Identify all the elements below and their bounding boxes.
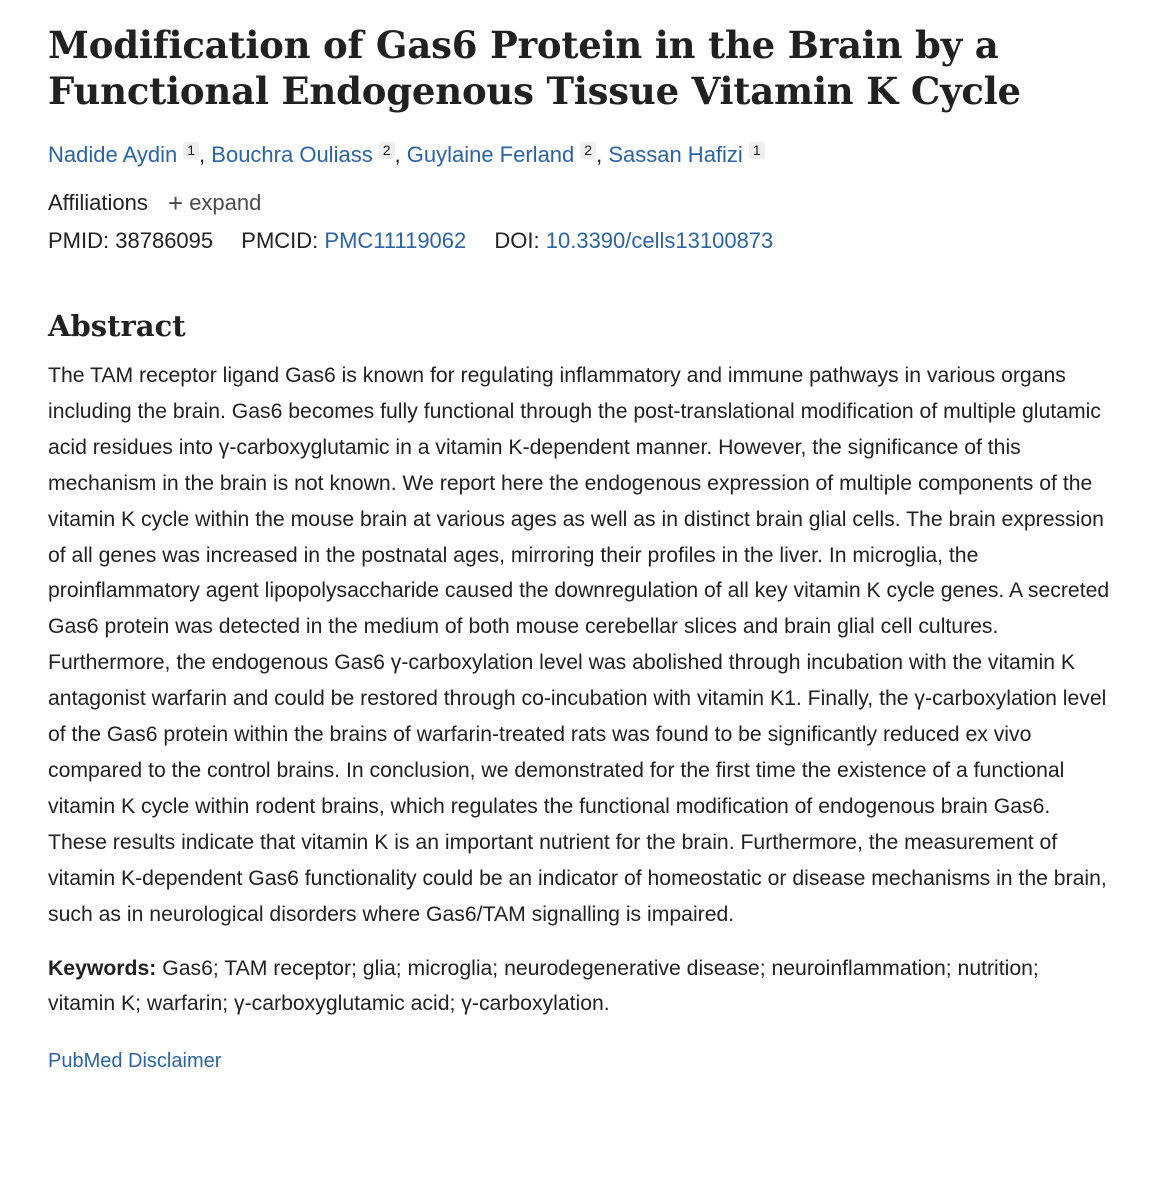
pmid-value: 38786095 (115, 228, 214, 253)
affiliations-row (48, 188, 1110, 218)
keywords-section (48, 951, 1110, 1023)
author-separator: , (596, 142, 609, 167)
pmcid-label: PMCID: (241, 228, 319, 253)
author-link-bouchra-ouliass[interactable]: Bouchra Ouliass (211, 142, 373, 167)
doi-link[interactable]: 10.3390/cells13100873 (545, 228, 774, 253)
pmid-label: PMID: (48, 228, 110, 253)
pmcid-link[interactable]: PMC11119062 (324, 228, 467, 253)
author-link-guylaine-ferland[interactable]: Guylaine Ferland (406, 142, 575, 167)
doi-group (494, 228, 773, 253)
affiliation-badge[interactable]: 1 (749, 142, 765, 159)
affiliation-badge[interactable]: 1 (183, 142, 199, 159)
author-separator: , (199, 142, 212, 167)
affiliation-badge[interactable]: 2 (580, 142, 596, 159)
affiliations-label: Affiliations (48, 190, 148, 215)
article-title: Modification of Gas6 Protein in the Brain by a Functional Endogenous Tissue Vitamin K Cycle (48, 23, 1021, 113)
pmcid-group (241, 228, 466, 253)
author-link-sassan-hafizi[interactable]: Sassan Hafizi (608, 142, 743, 167)
identifiers-row (48, 226, 1110, 256)
doi-label: DOI: (494, 228, 540, 253)
abstract-text: The TAM receptor ligand Gas6 is known for regulating inflammatory and immune pathways in various organs including the brain. Gas6 becomes fully functional through the post-translational modification of multiple glutamic acid residues into γ-carboxyglutamic in a vitamin K-dependent manner. However, the significance of this mechanism in the brain is not known. We report here the endogenous expression of multiple components of the vitamin K cycle within the mouse brain at various ages as well as in distinct brain glial cells. The brain expression of all genes was increased in the postnatal ages, mirroring their profiles in the liver. In microglia, the proinflammatory agent lipopolysaccharide caused the downregulation of all key vitamin K cycle genes. A secreted Gas6 protein was detected in the medium of both mouse cerebellar slices and brain glial cell cultures. Furthermore, the endogenous Gas6 γ-carboxylation level was abolished through incubation with the vitamin K antagonist warfarin and could be restored through co-incubation with vitamin K1. Finally, the γ-carboxylation level of the Gas6 protein within the brains of warfarin-treated rats was found to be significantly reduced ex vivo compared to the control brains. In conclusion, we demonstrated for the first time the existence of a functional vitamin K cycle within rodent brains, which regulates the functional modification of endogenous brain Gas6. These results indicate that vitamin K is an important nutrient for the brain. Furthermore, the measurement of vitamin K-dependent Gas6 functionality could be an indicator of homeostatic or disease mechanisms in the brain, such as in neurological disorders where Gas6/TAM signalling is impaired. (48, 364, 1110, 926)
abstract-heading: Abstract (48, 309, 186, 343)
expand-affiliations-button[interactable] (168, 188, 262, 218)
affiliation-badge[interactable]: 2 (379, 142, 395, 159)
keywords-label: Keywords: (48, 956, 157, 980)
author-list (48, 140, 1110, 170)
disclaimer-section (48, 1046, 1110, 1076)
expand-label: expand (189, 190, 262, 215)
plus-icon: + (168, 188, 184, 218)
pubmed-disclaimer-link[interactable]: PubMed Disclaimer (48, 1050, 222, 1073)
author-link-nadide-aydin[interactable]: Nadide Aydin (48, 142, 178, 167)
pmid-group (48, 228, 213, 253)
keywords-text: Gas6; TAM receptor; glia; microglia; neurodegenerative disease; neuroinflammation; nutrition; vitamin K; warfarin; γ-carboxyglutamic acid; γ-carboxylation. (48, 956, 1039, 1016)
author-separator: , (394, 142, 407, 167)
